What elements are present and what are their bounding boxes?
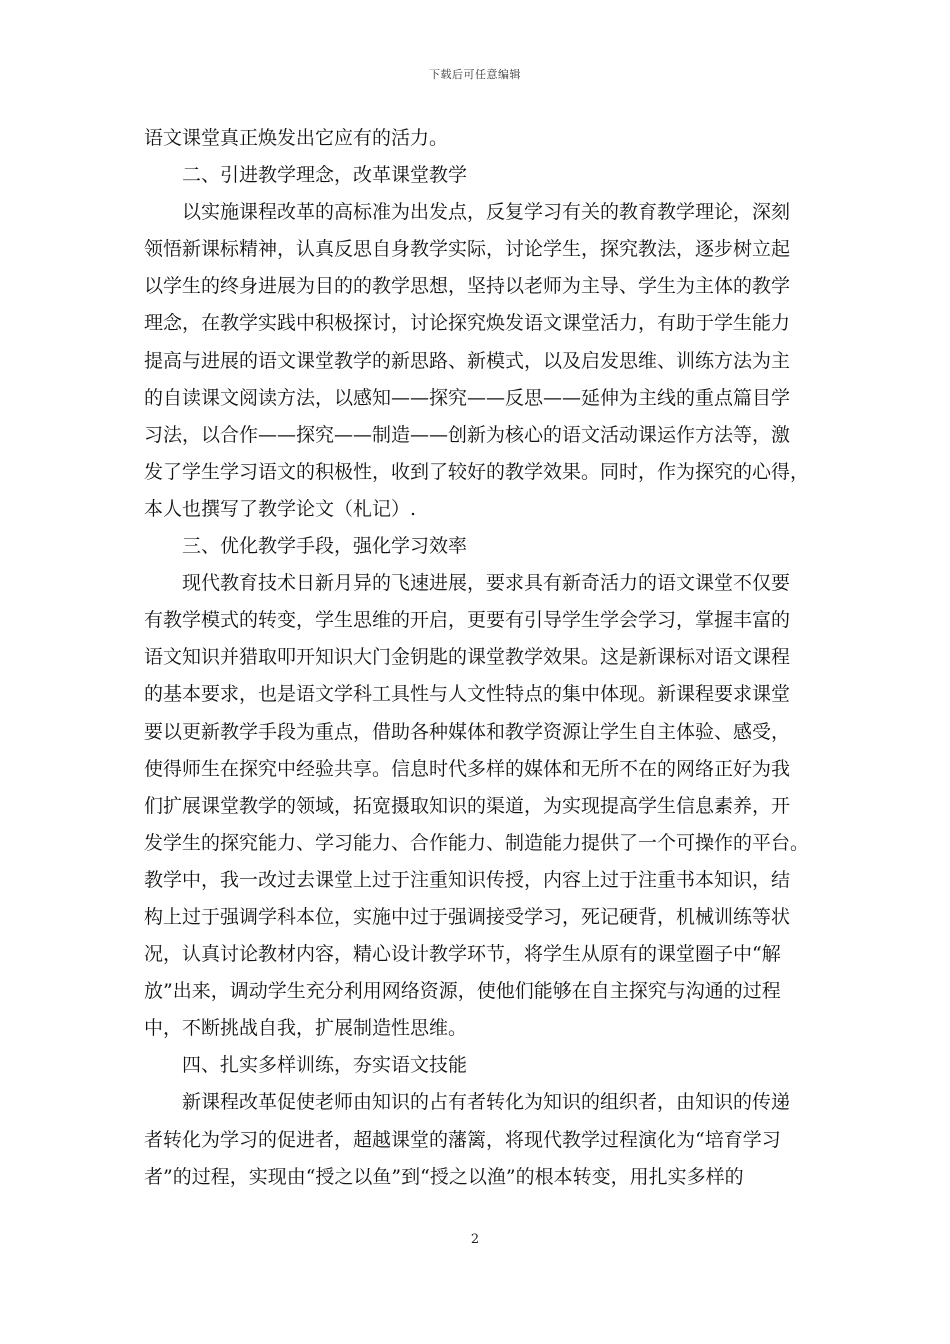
text-line: 的自读课文阅读方法，以感知——探究——反思——延伸为主线的重点篇目学 (144, 386, 791, 409)
text-line: 以实施课程改革的高标准为出发点，反复学习有关的教育教学理论，深刻 (182, 201, 791, 224)
text-line: 语文课堂真正焕发出它应有的活力。 (144, 127, 449, 149)
text-line: 构上过于强调学科本位，实施中过于强调接受学习，死记硬背，机械训练等状 (144, 905, 791, 928)
text-line: 者”的过程，实现由“授之以鱼”到“授之以渔”的根本转变，用扎实多样的 (144, 1165, 744, 1188)
text-line: 以学生的终身进展为目的的教学思想，坚持以老师为主导、学生为主体的教学 (144, 275, 791, 298)
document-body (144, 120, 820, 1196)
text-line: 三、优化教学手段，强化学习效率 (182, 535, 468, 558)
text-line: 使得师生在探究中经验共享。信息时代多样的媒体和无所不在的网络正好为我 (144, 757, 791, 780)
text-line: 要以更新教学手段为重点，借助各种媒体和教学资源让学生自主体验、感受， (144, 720, 791, 743)
text-line: 理念，在教学实践中积极探讨，讨论探究焕发语文课堂活力，有助于学生能力 (144, 312, 791, 335)
text-line: 发了学生学习语文的积极性，收到了较好的教学效果。同时，作为探究的心得， (144, 460, 810, 483)
page-number: 2 (470, 1232, 480, 1247)
text-line: 四、扎实多样训练，夯实语文技能 (182, 1054, 468, 1077)
text-line: 习法，以合作——探究——制造——创新为核心的语文活动课运作方法等，激 (144, 423, 791, 446)
text-line: 者转化为学习的促进者，超越课堂的藩篱，将现代教学过程演化为“培育学习 (144, 1128, 781, 1151)
text-line: 新课程改革促使老师由知识的占有者转化为知识的组织者，由知识的传递 (182, 1091, 791, 1114)
text-line: 教学中，我一改过去课堂上过于注重知识传授，内容上过于注重书本知识，结 (144, 868, 791, 891)
text-line: 有教学模式的转变，学生思维的开启，更要有引导学生学会学习，掌握丰富的 (144, 609, 791, 632)
text-line: 中，不断挑战自我，扩展制造性思维。 (144, 1017, 468, 1040)
text-line: 提高与进展的语文课堂教学的新思路、新模式，以及启发思维、训练方法为主 (144, 349, 791, 372)
text-line: 现代教育技术日新月异的飞速进展，要求具有新奇活力的语文课堂不仅要 (182, 572, 791, 595)
text-line: 况，认真讨论教材内容，精心设计教学环节，将学生从原有的课堂圈子中“解 (144, 943, 781, 966)
text-line: 本人也撰写了教学论文（札记）. (144, 497, 417, 520)
text-line: 放”出来，调动学生充分利用网络资源，使他们能够在自主探究与沟通的过程 (144, 980, 781, 1003)
text-line: 领悟新课标精神，认真反思自身教学实际，讨论学生，探究教法，逐步树立起 (144, 238, 791, 261)
text-line: 二、引进教学理念，改革课堂教学 (182, 164, 468, 187)
text-line: 的基本要求，也是语文学科工具性与人文性特点的集中体现。新课程要求课堂 (144, 683, 791, 706)
text-line: 语文知识并猎取叩开知识大门金钥匙的课堂教学效果。这是新课标对语文课程 (144, 646, 791, 669)
page-header: 下载后可任意编辑 (429, 68, 521, 81)
text-line: 们扩展课堂教学的领域，拓宽摄取知识的渠道，为实现提高学生信息素养，开 (144, 794, 791, 817)
text-line: 发学生的探究能力、学习能力、合作能力、制造能力提供了一个可操作的平台。 (144, 831, 810, 854)
